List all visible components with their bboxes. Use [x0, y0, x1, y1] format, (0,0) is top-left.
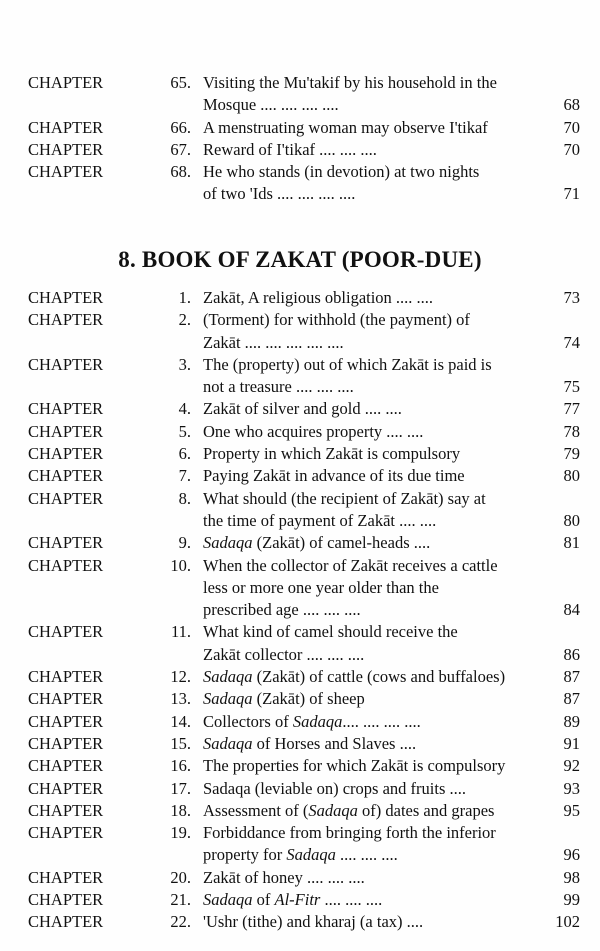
title-line: [203, 398, 545, 420]
chapter-label: CHAPTER: [28, 466, 104, 486]
page-number: 87: [563, 689, 580, 709]
chapter-number: 5.: [178, 421, 191, 441]
title-line: [203, 421, 545, 443]
toc-entry: [0, 139, 600, 161]
toc-entry: [0, 755, 600, 777]
chapter-title: [203, 755, 545, 777]
chapter-title: [203, 711, 545, 733]
toc-entry: [0, 800, 600, 822]
chapter-number: 4.: [178, 399, 191, 419]
title-text: What should (the recipient of Zakāt) say at: [203, 488, 486, 508]
chapter-label: CHAPTER: [28, 162, 104, 182]
chapter-label: CHAPTER: [28, 756, 104, 776]
title-text: Forbiddance from bringing forth the inferior: [203, 823, 496, 843]
toc-entry: [0, 72, 600, 117]
chapter-number: 22.: [170, 912, 191, 932]
title-text: of Horses and Slaves ....: [252, 733, 417, 753]
title-line: [203, 822, 545, 844]
chapter-label: CHAPTER: [28, 867, 104, 887]
page-number: 79: [563, 444, 580, 464]
page-number: 87: [563, 667, 580, 687]
title-line: [203, 309, 545, 331]
toc-entry: [0, 733, 600, 755]
chapter-number: 12.: [170, 667, 191, 687]
page-number: 93: [563, 778, 580, 798]
chapter-label: CHAPTER: [28, 139, 104, 159]
toc-entry: [0, 867, 600, 889]
title-line: [203, 889, 545, 911]
chapter-label: CHAPTER: [28, 488, 104, 508]
page-number: 73: [563, 288, 580, 307]
title-italic-term: Sadaqa: [203, 689, 253, 709]
chapter-label: CHAPTER: [28, 444, 104, 464]
toc-entry: [0, 488, 600, 533]
toc-entry: [0, 666, 600, 688]
chapter-label: CHAPTER: [28, 823, 104, 843]
chapter-title: [203, 398, 545, 420]
chapter-title: [203, 117, 545, 139]
chapter-number: 8.: [178, 488, 191, 508]
title-text: Paying Zakāt in advance of its due time: [203, 466, 465, 486]
chapter-label: CHAPTER: [28, 689, 104, 709]
title-line: [203, 287, 545, 309]
page-number: 102: [555, 912, 580, 932]
chapter-label: CHAPTER: [28, 73, 104, 92]
title-text: Reward of I'tikaf .... .... ....: [203, 139, 377, 159]
title-text: of) dates and grapes: [357, 800, 495, 820]
chapter-title: [203, 309, 545, 354]
title-line: [203, 688, 545, 710]
title-line: [203, 555, 545, 577]
title-line: [203, 644, 545, 666]
chapter-label: CHAPTER: [28, 421, 104, 441]
title-italic-term: Sadaqa: [203, 667, 253, 687]
chapter-label: CHAPTER: [28, 533, 104, 553]
title-text: Zakāt of honey .... .... ....: [203, 867, 365, 887]
title-text: (Zakāt) of camel-heads ....: [252, 533, 431, 553]
title-text: What kind of camel should receive the: [203, 622, 458, 642]
page-number: 74: [563, 332, 580, 352]
page-number: 81: [563, 533, 580, 553]
title-line: [203, 465, 545, 487]
chapter-label: CHAPTER: [28, 310, 104, 330]
page-number: 80: [563, 510, 580, 530]
title-line: [203, 117, 545, 139]
toc-section-previous-book: [0, 72, 600, 206]
chapter-label: CHAPTER: [28, 399, 104, 419]
title-text: .... .... ....: [320, 890, 383, 910]
title-line: [203, 733, 545, 755]
chapter-title: [203, 666, 545, 688]
chapter-title: [203, 822, 545, 867]
page-number: 96: [563, 845, 580, 865]
title-text: Mosque .... .... .... ....: [203, 95, 339, 115]
page-number: 78: [563, 421, 580, 441]
title-line: [203, 532, 545, 554]
title-text: (Torment) for withhold (the payment) of: [203, 310, 470, 330]
chapter-title: [203, 911, 545, 933]
chapter-title: [203, 488, 545, 533]
chapter-number: 3.: [178, 354, 191, 374]
chapter-number: 7.: [178, 466, 191, 486]
title-line: [203, 867, 545, 889]
chapter-title: [203, 733, 545, 755]
toc-entry: [0, 711, 600, 733]
page-number: 99: [563, 890, 580, 910]
chapter-title: [203, 72, 545, 117]
page-number: 92: [563, 756, 580, 776]
chapter-title: [203, 555, 545, 622]
title-line: [203, 376, 545, 398]
title-text: A menstruating woman may observe I'tikaf: [203, 117, 488, 137]
chapter-label: CHAPTER: [28, 288, 104, 307]
page-number: 68: [563, 95, 580, 115]
book-heading: 8. BOOK OF ZAKAT (POOR-DUE): [118, 247, 482, 272]
chapter-label: CHAPTER: [28, 912, 104, 932]
title-line: [203, 711, 545, 733]
title-line: [203, 488, 545, 510]
title-text: 'Ushr (tithe) and kharaj (a tax) ....: [203, 912, 424, 932]
title-text: of: [252, 890, 275, 910]
chapter-title: [203, 161, 545, 206]
chapter-title: [203, 688, 545, 710]
title-italic-term: Sadaqa: [292, 711, 343, 731]
page-number: 70: [563, 139, 580, 159]
chapter-number: 14.: [170, 711, 191, 731]
title-text: .... .... .... ....: [342, 711, 421, 731]
title-text: not a treasure .... .... ....: [203, 377, 354, 397]
title-line: [203, 599, 545, 621]
chapter-title: [203, 889, 545, 911]
title-text: When the collector of Zakāt receives a cattle: [203, 555, 498, 575]
toc-entry: [0, 117, 600, 139]
page-number: 95: [563, 800, 580, 820]
toc-entry: [0, 688, 600, 710]
toc-entry: [0, 161, 600, 206]
title-text: One who acquires property .... ....: [203, 421, 424, 441]
chapter-label: CHAPTER: [28, 711, 104, 731]
page-number: 98: [563, 867, 580, 887]
chapter-title: [203, 287, 545, 309]
page-number: 89: [563, 711, 580, 731]
chapter-number: 13.: [170, 689, 191, 709]
toc-entry: [0, 287, 600, 309]
title-text: Sadaqa (leviable on) crops and fruits ....: [203, 778, 467, 798]
toc-entry: [0, 532, 600, 554]
chapter-title: [203, 443, 545, 465]
title-line: [203, 844, 545, 866]
chapter-label: CHAPTER: [28, 354, 104, 374]
title-text: Zakāt of silver and gold .... ....: [203, 399, 402, 419]
chapter-number: 1.: [178, 288, 191, 307]
chapter-label: CHAPTER: [28, 890, 104, 910]
chapter-title: [203, 867, 545, 889]
title-italic-term: Sadaqa: [203, 890, 253, 910]
chapter-number: 11.: [170, 622, 191, 642]
title-line: [203, 332, 545, 354]
toc-entry: [0, 398, 600, 420]
title-line: [203, 139, 545, 161]
title-text: He who stands (in devotion) at two nights: [203, 162, 480, 182]
chapter-number: 19.: [170, 823, 191, 843]
chapter-title: [203, 778, 545, 800]
title-line: [203, 72, 545, 94]
page-number: 70: [563, 117, 580, 137]
title-text: Property in which Zakāt is compulsory: [203, 444, 461, 464]
title-italic-term: Sadaqa: [308, 800, 358, 820]
title-italic-term: Sadaqa: [286, 845, 336, 865]
title-italic-term: Sadaqa: [203, 733, 253, 753]
toc-entry: [0, 889, 600, 911]
title-line: [203, 161, 545, 183]
chapter-number: 15.: [170, 733, 191, 753]
page-number: 71: [563, 184, 580, 204]
title-text: (Zakāt) of cattle (cows and buffaloes): [252, 667, 506, 687]
title-text: property for: [203, 845, 287, 865]
title-text: The properties for which Zakāt is compulsory: [203, 756, 506, 776]
chapter-label: CHAPTER: [28, 778, 104, 798]
title-line: [203, 778, 545, 800]
page-number: 84: [563, 600, 580, 620]
chapter-number: 20.: [170, 867, 191, 887]
toc-section-book-of-zakat: [0, 287, 600, 934]
chapter-title: [203, 621, 545, 666]
toc-entry: [0, 911, 600, 933]
chapter-number: 21.: [170, 890, 191, 910]
toc-entry: [0, 555, 600, 622]
page-number: 75: [563, 377, 580, 397]
title-line: [203, 443, 545, 465]
title-text: The (property) out of which Zakāt is paid is: [203, 354, 492, 374]
title-text: Zakāt, A religious obligation .... ....: [203, 288, 434, 307]
page-number: 80: [563, 466, 580, 486]
chapter-number: 68.: [170, 162, 191, 182]
chapter-number: 9.: [178, 533, 191, 553]
chapter-title: [203, 139, 545, 161]
chapter-label: CHAPTER: [28, 622, 104, 642]
title-text: of two 'Ids .... .... .... ....: [203, 184, 356, 204]
chapter-title: [203, 800, 545, 822]
toc-entry: [0, 465, 600, 487]
chapter-label: CHAPTER: [28, 800, 104, 820]
title-line: [203, 94, 545, 116]
chapter-number: 18.: [170, 800, 191, 820]
toc-entry: [0, 621, 600, 666]
toc-entry: [0, 309, 600, 354]
title-line: [203, 666, 545, 688]
chapter-label: CHAPTER: [28, 733, 104, 753]
chapter-number: 67.: [170, 139, 191, 159]
chapter-number: 2.: [178, 310, 191, 330]
toc-entry: [0, 822, 600, 867]
toc-entry: [0, 354, 600, 399]
title-text: Visiting the Mu'takif by his household in the: [203, 73, 497, 92]
chapter-label: CHAPTER: [28, 667, 104, 687]
title-line: [203, 911, 545, 933]
title-text: Zakāt .... .... .... .... ....: [203, 332, 344, 352]
title-line: [203, 354, 545, 376]
title-text: .... .... ....: [335, 845, 398, 865]
chapter-number: 17.: [170, 778, 191, 798]
title-line: [203, 755, 545, 777]
toc-entry: [0, 778, 600, 800]
chapter-label: CHAPTER: [28, 555, 104, 575]
title-text: Zakāt collector .... .... ....: [203, 644, 365, 664]
page-number: 77: [563, 399, 580, 419]
toc-entry: [0, 421, 600, 443]
chapter-title: [203, 465, 545, 487]
title-text: Assessment of (: [203, 800, 309, 820]
toc-entry: [0, 443, 600, 465]
title-text: the time of payment of Zakāt .... ....: [203, 510, 437, 530]
chapter-label: CHAPTER: [28, 117, 104, 137]
title-italic-term: Sadaqa: [203, 533, 253, 553]
page-number: 86: [563, 644, 580, 664]
chapter-number: 65.: [170, 73, 191, 92]
title-line: [203, 800, 545, 822]
title-text: Collectors of: [203, 711, 293, 731]
chapter-number: 66.: [170, 117, 191, 137]
title-line: [203, 183, 545, 205]
title-italic-term: Al-Fitr: [274, 890, 321, 910]
chapter-number: 6.: [178, 444, 191, 464]
title-line: [203, 510, 545, 532]
chapter-title: [203, 421, 545, 443]
title-text: prescribed age .... .... ....: [203, 600, 361, 620]
chapter-number: 10.: [170, 555, 191, 575]
chapter-title: [203, 354, 545, 399]
title-line: [203, 577, 545, 599]
chapter-title: [203, 532, 545, 554]
chapter-number: 16.: [170, 756, 191, 776]
title-text: (Zakāt) of sheep: [252, 689, 365, 709]
title-text: less or more one year older than the: [203, 577, 439, 597]
page-number: 91: [563, 733, 580, 753]
title-line: [203, 621, 545, 643]
